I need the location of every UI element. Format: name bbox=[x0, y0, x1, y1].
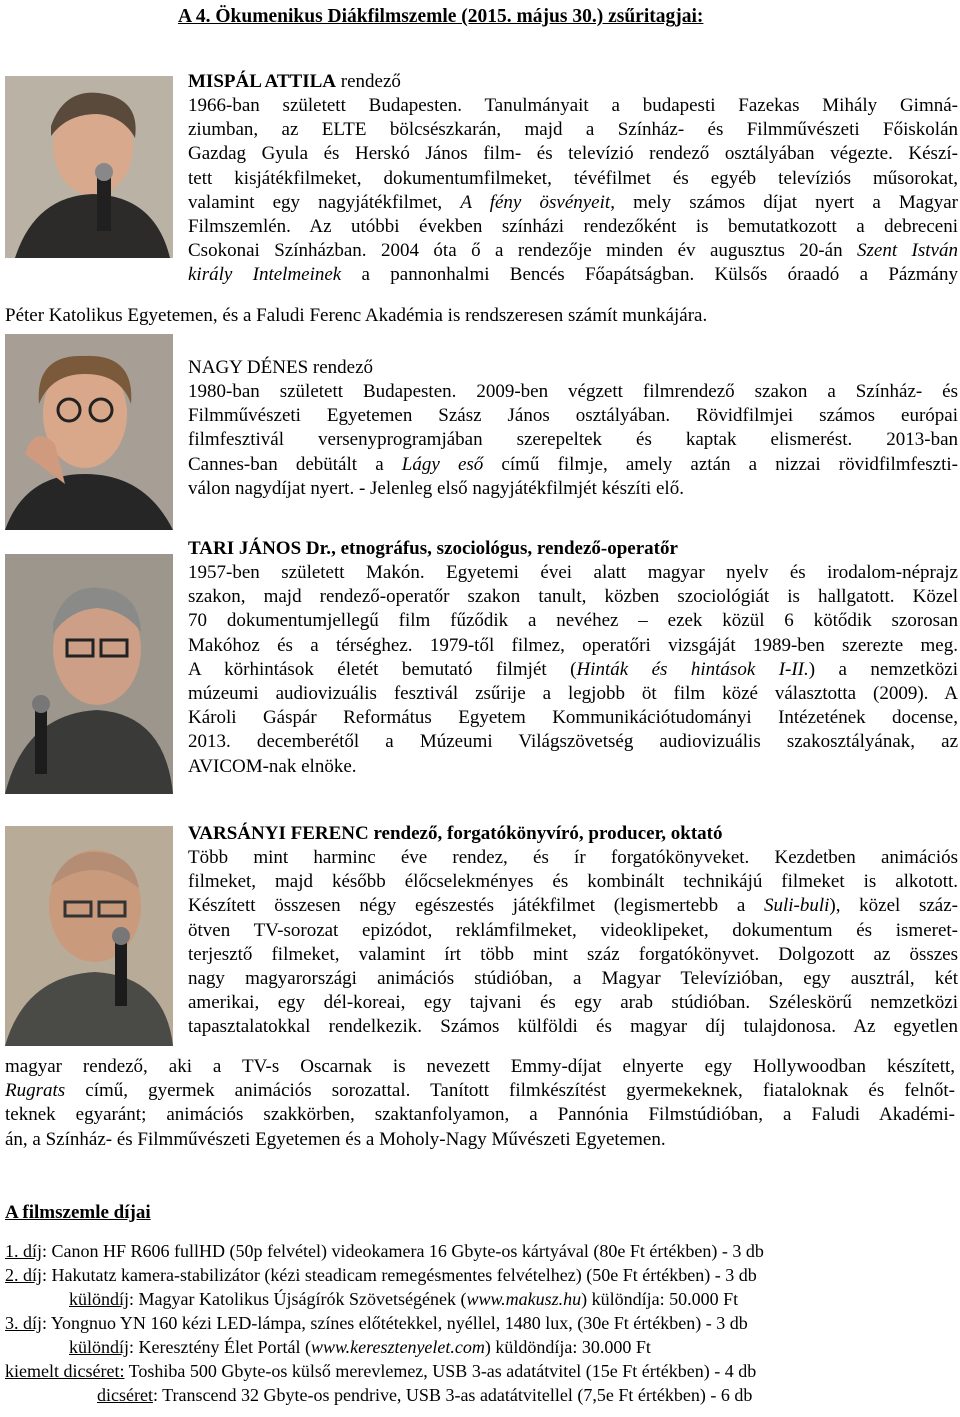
jury-bio-tari bbox=[188, 537, 958, 779]
film-title: Hinták és hintások I-II. bbox=[576, 658, 809, 680]
text-line bbox=[188, 263, 958, 287]
jury-description bbox=[188, 846, 958, 1040]
text-line: 1957-ben született Makón. Egyetemi évei alatt magyar nyelv és irodalom-néprajz bbox=[188, 562, 958, 583]
jury-description bbox=[188, 561, 958, 779]
text-line: Filmszemlén. Az utóbbi években színházi rendezőként is bemutatkozott a debreceni bbox=[188, 216, 958, 238]
text-fragment: című filmje, amely aztán a nizzai rövidfilmfeszti- bbox=[483, 453, 958, 475]
text-line: filmfesztivál versenyprogramjában szerepeltek és kaptak elismerést. 2013-ban bbox=[188, 429, 958, 451]
prize-text: : Keresztény Élet Portál ( bbox=[129, 1337, 311, 1357]
text-line: terjesztő filmeket, valamint írt több mint száz forgatókönyvet. Dolgozott az összes bbox=[188, 943, 958, 965]
prizes-title: A filmszemle díjai bbox=[5, 1202, 151, 1223]
jury-bio-varsanyi-cont bbox=[5, 1055, 955, 1152]
text-line: 1980-ban született Budapesten. 2009-ben végzett filmrendező szakon a Színház- és bbox=[188, 381, 958, 402]
text-line: Makóhoz és a térséghez. 1979-től filmez, operatőri vizsgáját 1989-ben szerezte meg. bbox=[188, 634, 958, 656]
film-title: A fény ösvényeit bbox=[460, 191, 611, 213]
text-fragment: valamint egy nagyjátékfilmet, bbox=[188, 191, 461, 213]
jury-heading bbox=[188, 356, 958, 380]
film-title: király Intelmeinek bbox=[188, 264, 342, 286]
text-line: ziumban, az ELTE bölcsészkarán, majd a Színház- és Filmművészeti Főiskolán bbox=[188, 119, 958, 141]
portrait-photo-icon-graphic bbox=[5, 334, 173, 530]
text-line: 2013. decemberétől a Múzeumi Világszövetség audiovizuális szakosztályának, az bbox=[188, 731, 958, 753]
jury-bio-varsanyi bbox=[188, 822, 958, 1040]
page-title: A 4. Ökumenikus Diákfilmszemle (2015. május 30.) zsűritagjai: bbox=[178, 6, 704, 27]
prize-link[interactable]: www.keresztenyelet.com bbox=[310, 1337, 485, 1357]
jury-role: , etnográfus, szociológus, rendező-operatőr bbox=[331, 538, 678, 559]
portrait-photo-icon-graphic bbox=[5, 76, 173, 258]
text-line: tapasztalatokkal rendelkezik. Számos külföldi és magyar díj tulajdonosa. Az egyetlen bbox=[188, 1016, 958, 1038]
prize-row bbox=[5, 1287, 955, 1311]
text-line: szakon, majd rendező-operatőr szakon tanult, közben szociológiát is hallgatott. Közel bbox=[188, 586, 958, 608]
prize-row bbox=[5, 1311, 955, 1335]
text-line bbox=[188, 453, 958, 477]
jury-bio-mispal-cont bbox=[5, 304, 955, 328]
text-line: AVICOM-nak elnöke. bbox=[188, 755, 357, 777]
prize-label: különdíj bbox=[69, 1289, 130, 1309]
prize-text: : Yongnuo YN 160 kézi LED-lámpa, színes előtétekkel, nyéllel, 1480 lux, (30e Ft értékben) - 3 db bbox=[42, 1313, 748, 1333]
text-line bbox=[188, 191, 958, 215]
text-fragment: ) a nemzetközi bbox=[808, 658, 958, 680]
text-line bbox=[188, 894, 958, 918]
prize-label: kiemelt dicséret: bbox=[5, 1361, 125, 1381]
prize-label: különdíj bbox=[69, 1337, 130, 1357]
portrait-photo-icon bbox=[5, 76, 173, 258]
prize-text: ) küldöndíja: 30.000 Ft bbox=[484, 1337, 651, 1357]
jury-role: rendező bbox=[308, 357, 374, 378]
text-fragment: Készített összesen négy egészestés játékfilmet (legismertebb a bbox=[188, 895, 764, 917]
jury-name: VARSÁNYI FERENC bbox=[188, 823, 369, 844]
prize-link[interactable]: www.makusz.hu bbox=[466, 1289, 582, 1309]
text-line: magyar rendező, aki a TV-s Oscarnak is nevezett Emmy-díjat elnyerte egy Hollywoodban készített, bbox=[5, 1056, 955, 1077]
portrait-photo-icon-graphic bbox=[5, 554, 173, 794]
prize-row bbox=[5, 1383, 955, 1407]
film-title: Suli-buli bbox=[763, 895, 830, 917]
text-line: nagy magyarországi animációs stúdióban, a Magyar Televízióban, egy ausztrál, két bbox=[188, 968, 958, 990]
text-line: 1966-ban született Budapesten. Tanulmányait a budapesti Fazekas Mihály Gimná- bbox=[188, 95, 958, 116]
text-line: válon nagydíjat nyert. - Jelenleg első nagyjátékfilmjét készíti elő. bbox=[188, 477, 684, 499]
jury-name: NAGY DÉNES bbox=[188, 357, 309, 378]
prize-row bbox=[5, 1263, 955, 1287]
prize-text: : Transcend 32 Gbyte-os pendrive, USB 3-as adatátvitellel (7,5e Ft értékben) - 6 db bbox=[152, 1385, 753, 1405]
text-line: Péter Katolikus Egyetemen, és a Faludi Ferenc Akadémia is rendszeresen számít munkájára. bbox=[5, 305, 708, 326]
prize-text: : Canon HF R606 fullHD (50p felvétel) videokamera 16 Gbyte-os kártyával (80e Ft értékben) - 3 db bbox=[42, 1241, 764, 1261]
jury-name: TARI JÁNOS Dr. bbox=[188, 538, 332, 559]
jury-heading bbox=[188, 70, 958, 94]
prize-row bbox=[5, 1239, 955, 1263]
prize-text: : Magyar Katolikus Újságírók Szövetségének ( bbox=[129, 1289, 467, 1309]
prize-label: 3. díj bbox=[5, 1313, 43, 1333]
text-fragment: Cannes-ban debütált a bbox=[188, 453, 402, 475]
text-line bbox=[188, 239, 958, 263]
jury-bio-mispal bbox=[188, 70, 958, 288]
text-line: Filmművészeti Egyetemen Szász János osztályában. Rövidfilmjei számos európai bbox=[188, 405, 958, 427]
text-line: filmeket, majd később élőcselekményes és kombinált technikájú filmeket is alkotott. bbox=[188, 871, 958, 893]
prizes-section bbox=[5, 1200, 955, 1407]
prize-text: ) különdíja: 50.000 Ft bbox=[581, 1289, 739, 1309]
jury-role: rendező, forgatókönyvíró, producer, oktató bbox=[368, 823, 723, 844]
text-fragment: a pannonhalmi Bencés Főapátságban. Külsős óraadó a Pázmány bbox=[341, 264, 958, 286]
text-line bbox=[5, 1079, 955, 1103]
text-fragment: Csokonai Színházban. 2004 óta ő a rendezője minden év augusztus 20-án bbox=[188, 240, 858, 262]
portrait-photo-icon bbox=[5, 334, 173, 530]
prize-label: 1. díj bbox=[5, 1241, 43, 1261]
text-line: ötven TV-sorozat epizódot, reklámfilmeket, videoklipeket, dokumentum és ismeret- bbox=[188, 919, 958, 941]
text-line: án, a Színház- és Filmművészeti Egyetemen és a Moholy-Nagy Művészeti Egyetemen. bbox=[5, 1128, 666, 1150]
jury-name: MISPÁL ATTILA bbox=[188, 71, 336, 92]
prize-row bbox=[5, 1359, 955, 1383]
text-fragment: című, gyermek animációs sorozattal. Tanított filmkészítést gyermekeknek, fiataloknak és felnőt- bbox=[65, 1080, 955, 1102]
text-line: teknek egyaránt; animációs szakkörben, szaktanfolyamon, a Pannónia Filmstúdióban, a Faludi Akadémi- bbox=[5, 1104, 955, 1126]
jury-heading bbox=[188, 537, 958, 561]
prize-label: dicséret bbox=[97, 1385, 153, 1405]
text-fragment: A körhintások életét bemutató filmjét ( bbox=[188, 658, 577, 680]
jury-description bbox=[188, 94, 958, 288]
jury-role: rendező bbox=[336, 71, 401, 92]
text-line: amerikai, egy dél-koreai, egy tajvani és egy arab stúdióban. Széleskörű nemzetközi bbox=[188, 992, 958, 1014]
text-line: Több mint harminc éve rendez, és ír forgatókönyveket. Kezdetben animációs bbox=[188, 847, 958, 868]
film-title: Lágy eső bbox=[401, 453, 484, 475]
jury-description bbox=[188, 380, 958, 501]
jury-bio-nagy bbox=[188, 356, 958, 501]
text-line: 70 dokumentumjellegű film fűződik a nevéhez – ezek közül 6 kötődik szorosan bbox=[188, 610, 958, 632]
text-fragment: , mely számos díjat nyert a Magyar bbox=[610, 191, 959, 213]
portrait-photo-icon-graphic bbox=[5, 826, 173, 1046]
prize-label: 2. díj bbox=[5, 1265, 43, 1285]
text-fragment: ), közel száz- bbox=[829, 895, 958, 917]
prize-text: : Hakutatz kamera-stabilizátor (kézi steadicam remegésmentes felvételhez) (50e Ft értékben) - 3 db bbox=[42, 1265, 757, 1285]
text-line: tett kisjátékfilmeket, dokumentumfilmeket, tévéfilmet és egyéb televíziós műsorokat, bbox=[188, 167, 958, 189]
text-line bbox=[188, 658, 958, 682]
portrait-photo-icon bbox=[5, 554, 173, 794]
prize-row bbox=[5, 1335, 955, 1359]
text-line: Gazdag Gyula és Herskó János film- és televízió rendező osztályában végezte. Készí- bbox=[188, 143, 958, 165]
text-line: múzeumi audiovizuális fesztivál zsűrije a legjobb öt film közé választotta (2009). A bbox=[188, 683, 958, 705]
portrait-photo-icon bbox=[5, 826, 173, 1046]
prize-text: Toshiba 500 Gbyte-os külső merevlemez, USB 3-as adatátvitel (15e Ft értékben) - 4 db bbox=[124, 1361, 757, 1381]
film-title: Rugrats bbox=[5, 1080, 66, 1102]
film-title: Szent István bbox=[857, 240, 958, 262]
jury-heading bbox=[188, 822, 958, 846]
text-line: Károli Gáspár Református Egyetem Kommunikációtudományi Intézetének docense, bbox=[188, 707, 958, 729]
